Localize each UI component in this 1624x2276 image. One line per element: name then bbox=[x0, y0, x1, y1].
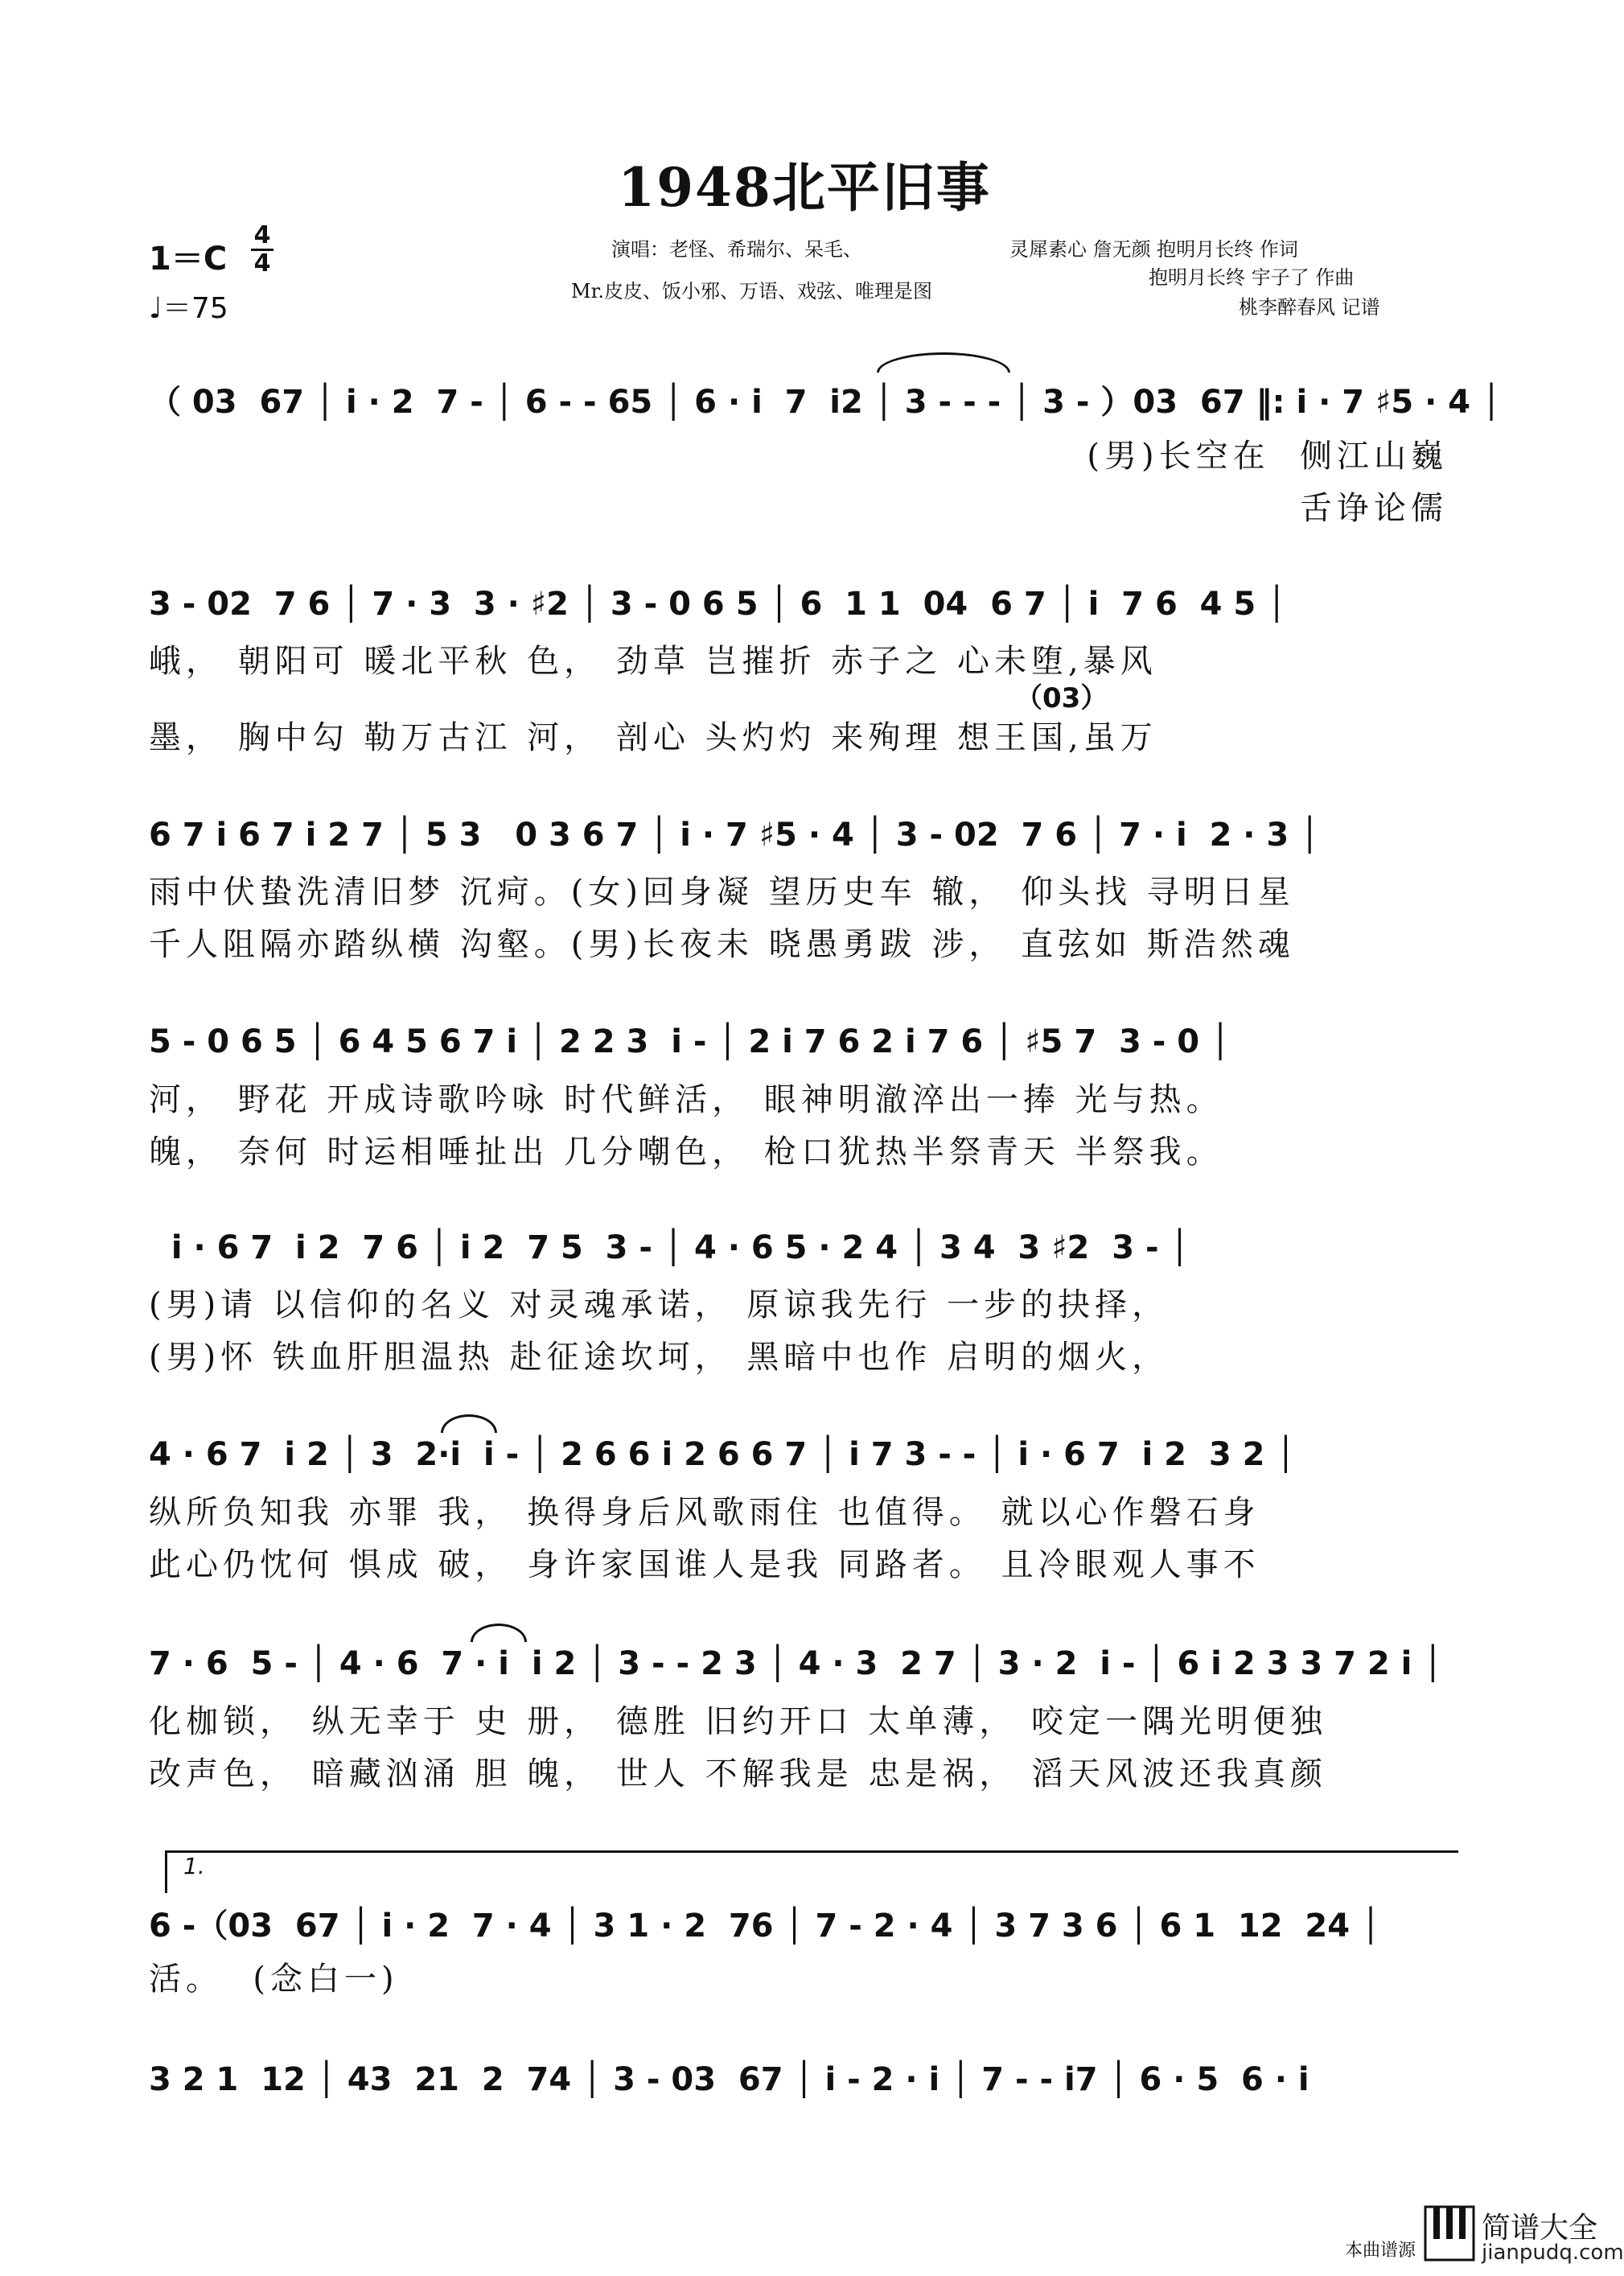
tempo-marking: ♩＝75 bbox=[149, 292, 228, 325]
singers-line-2: Mr.皮皮、饭小邪、万语、戏弦、唯理是图 bbox=[571, 280, 933, 303]
notation-line: 6 -（03 67 │ i · 2 7 · 4 │ 3 1 · 2 76 │ 7 - 2 · 4 │ 3 7 3 6 │ 6 1 12 24 │ bbox=[149, 1908, 1381, 1945]
transcriber: 桃李醉春风 记谱 bbox=[1239, 296, 1380, 319]
lyric-line: 峨， 朝阳可 暖北平秋 色， 劲草 岂摧折 赤子之 心未堕,暴风 bbox=[149, 643, 1157, 680]
lyric-line: 纵所负知我 亦罪 我， 换得身后风歌雨住 也值得。 就以心作磐石身 bbox=[149, 1494, 1260, 1531]
site-url: jianpudq.com bbox=[1482, 2241, 1624, 2265]
composers: 抱明月长终 宇子了 作曲 bbox=[1149, 266, 1355, 289]
meter-bottom: 4 bbox=[253, 249, 271, 278]
notation-line: 3 2 1 12 │ 43 21 2 74 │ 3 - 03 67 │ i - 2 · i │ 7 - - i7 │ 6 · 5 6 · i bbox=[149, 2061, 1309, 2098]
meter-top: 4 bbox=[253, 221, 271, 249]
lyric-line: 活。 (念白一) bbox=[149, 1961, 399, 1998]
notation-line: 4 · 6 7 i 2 │ 3 2·i i - │ 2 6 6 i 2 6 6 7 │ i 7 3 - - │ i · 6 7 i 2 3 2 │ bbox=[149, 1436, 1296, 1473]
first-ending-label: 1. bbox=[183, 1853, 205, 1879]
tie-mark bbox=[877, 352, 1010, 372]
notation-line: 5 - 0 6 5 │ 6 4 5 6 7 i │ 2 2 3 i - │ 2 i 7 6 2 i 7 6 │ ♯5 7 3 - 0 │ bbox=[149, 1023, 1231, 1060]
lyric-line: 此心仍忱何 惧成 破， 身许家国谁人是我 同路者。 且冷眼观人事不 bbox=[149, 1546, 1260, 1583]
lyric-line: 舌诤论儒 bbox=[1300, 490, 1448, 527]
bracket-note: （03） bbox=[1015, 682, 1108, 714]
notation-line: 3 - 02 7 6 │ 7 · 3 3 · ♯2 │ 3 - 0 6 5 │ 6 1 1 04 6 7 │ i 7 6 4 5 │ bbox=[149, 586, 1287, 623]
footer-note: 本曲谱源 bbox=[1344, 2241, 1416, 2261]
lyric-line: 河， 野花 开成诗歌吟咏 时代鲜活， 眼神明澈淬出一捧 光与热。 bbox=[149, 1081, 1223, 1118]
key-signature: 1＝C bbox=[149, 241, 228, 278]
lyric-line: 化枷锁， 纵无幸于 史 册， 德胜 旧约开口 太单薄， 咬定一隅光明便独 bbox=[149, 1703, 1328, 1740]
page-title: 1948北平旧事 bbox=[618, 156, 991, 219]
site-name: 简谱大全 bbox=[1482, 2212, 1598, 2245]
tie-mark bbox=[441, 1414, 497, 1433]
lyric-line: 千人阻隔亦踏纵横 沟壑。(男)长夜未 晓愚勇跋 涉， 直弦如 斯浩然魂 bbox=[149, 926, 1295, 963]
lyricists: 灵犀素心 詹无颜 抱明月长终 作词 bbox=[1009, 238, 1298, 261]
lyric-line: (男)长空在 侧江山巍 bbox=[1087, 438, 1448, 475]
lyric-line: 墨， 胸中勾 勒万古江 河， 剖心 头灼灼 来殉理 想王国,虽万 bbox=[149, 719, 1157, 756]
first-ending-bracket bbox=[165, 1850, 1458, 1893]
lyric-line: 改声色， 暗藏汹涌 胆 魄， 世人 不解我是 忠是祸， 滔天风波还我真颜 bbox=[149, 1755, 1328, 1792]
lyric-line: 魄， 奈何 时运相唾扯出 几分嘲色， 枪口犹热半祭青天 半祭我。 bbox=[149, 1134, 1223, 1171]
time-signature bbox=[251, 221, 273, 278]
singers-line-1: 演唱：老怪、希瑞尔、呆毛、 bbox=[611, 238, 862, 261]
piano-keys-icon bbox=[1424, 2205, 1475, 2262]
tie-mark bbox=[471, 1624, 527, 1642]
lyric-line: 雨中伏蛰洗清旧梦 沉疴。(女)回身凝 望历史车 辙， 仰头找 寻明日星 bbox=[149, 874, 1295, 911]
lyric-line: (男)请 以信仰的名义 对灵魂承诺， 原谅我先行 一步的抉择， bbox=[149, 1286, 1170, 1323]
lyric-line: (男)怀 铁血肝胆温热 赴征途坎坷， 黑暗中也作 启明的烟火， bbox=[149, 1339, 1170, 1376]
site-logo[interactable] bbox=[1424, 2205, 1624, 2270]
notation-line: （ 03 67 │ i · 2 7 - │ 6 - - 65 │ 6 · i 7 i2 │ 3 - - - │ 3 - ）03 67 ‖: i · 7 ♯5 · 4 │ bbox=[149, 384, 1502, 421]
notation-line: i · 6 7 i 2 7 6 │ i 2 7 5 3 - │ 4 · 6 5 · 2 4 │ 3 4 3 ♯2 3 - │ bbox=[149, 1229, 1190, 1266]
notation-line: 7 · 6 5 - │ 4 · 6 7 · i i 2 │ 3 - - 2 3 │ 4 · 3 2 7 │ 3 · 2 i - │ 6 i 2 3 3 7 2 i │ bbox=[149, 1645, 1443, 1682]
notation-line: 6 7 i 6 7 i 2 7 │ 5 3 0 3 6 7 │ i · 7 ♯5 · 4 │ 3 - 02 7 6 │ 7 · i 2 · 3 │ bbox=[149, 817, 1320, 854]
